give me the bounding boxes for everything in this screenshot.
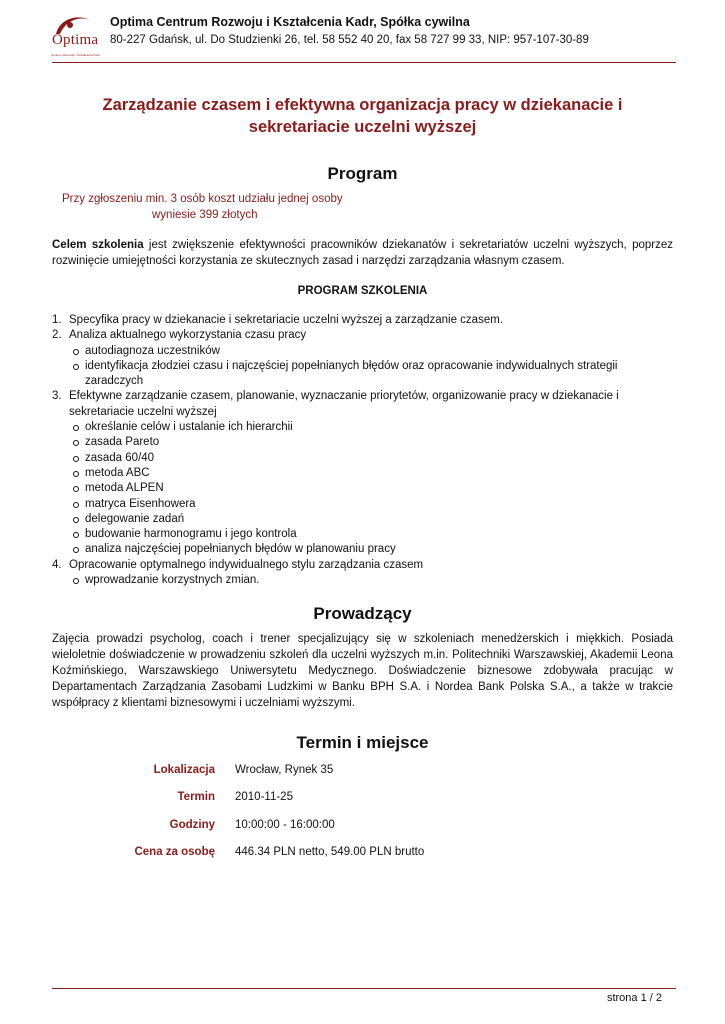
detail-label: Lokalizacja — [153, 764, 215, 776]
program-outline — [52, 313, 673, 588]
bullet-circle-icon — [73, 425, 79, 431]
logo-tagline: Centrum Rozwoju i Kształcenia Kadr — [51, 53, 100, 57]
outline-subitem — [52, 481, 673, 496]
detail-value: 446.34 PLN netto, 549.00 PLN brutto — [235, 845, 425, 858]
detail-row — [52, 819, 673, 846]
footer-divider — [52, 988, 676, 989]
detail-row — [52, 846, 673, 873]
page-header — [50, 12, 675, 64]
subitem-text: metoda ABC — [85, 466, 150, 479]
company-address: 80-227 Gdańsk, ul. Do Studzienki 26, tel. 58 552 40 20, fax 58 727 99 33, NIP: 957-107-30-89 — [110, 34, 589, 46]
termin-heading: Termin i miejsce — [296, 733, 429, 752]
outline-number: 1. — [52, 314, 62, 326]
bullet-circle-icon — [73, 364, 79, 370]
bullet-circle-icon — [73, 578, 79, 584]
program-szkolenia-heading: PROGRAM SZKOLENIA — [297, 285, 428, 297]
bullet-circle-icon — [73, 440, 79, 446]
prowadzacy-text: Zajęcia prowadzi psycholog, coach i trener specjalizujący się w szkoleniach menedżerskich i miękkich. Posiada wieloletnie doświadczenie w prowadzeniu szkoleń dla uczelni wyższych m.in. Politechniki Warszawskiej, Akademii Leona Koźmińskiego, Warszawskiego Uniwersytetu Medycznego. Doświadczenie biznesowe zdobywała pracując w Departamentach Zarządzania Zasobami Ludzkimi w Banku BPH S.A. i Nordea Bank Polska S.A., a także w trakcie współpracy z klientami biznesowymi i uczelniami wyższymi. — [52, 633, 673, 709]
header-divider — [52, 62, 676, 63]
training-goal — [52, 237, 673, 269]
price-note-line-1: Przy zgłoszeniu min. 3 osób koszt udziału jednej osoby — [62, 193, 343, 205]
outline-subitem — [52, 497, 673, 512]
subitem-text: zasada Pareto — [85, 436, 160, 449]
outline-subitem — [52, 359, 673, 390]
logo-text: Optima — [52, 32, 99, 48]
outline-text: Analiza aktualnego wykorzystania czasu pracy — [69, 329, 307, 342]
goal-text: jest zwiększenie efektywności pracowników dziekanatów i sekretariatów uczelni wyższych, poprzez rozwinięcie umiejętności korzystania ze skutecznych zasad i narzędzi zarządzania własnym czasem. — [52, 239, 673, 267]
subitem-text: zasada 60/40 — [85, 451, 155, 464]
outline-number: 3. — [52, 390, 62, 403]
company-name: Optima Centrum Rozwoju i Kształcenia Kadr, Spółka cywilna — [110, 15, 470, 29]
bullet-circle-icon — [73, 547, 79, 553]
details-table — [52, 764, 673, 873]
outline-number: 4. — [52, 558, 62, 571]
prowadzacy-heading: Prowadzący — [313, 604, 412, 623]
subitem-text: metoda ALPEN — [85, 482, 164, 495]
bullet-circle-icon — [73, 349, 79, 355]
detail-value: 2010-11-25 — [235, 791, 293, 804]
subitem-text: matryca Eisenhowera — [85, 497, 196, 510]
detail-label: Godziny — [169, 818, 215, 831]
outline-item — [52, 558, 673, 573]
outline-subitem — [52, 344, 673, 359]
bullet-circle-icon — [73, 517, 79, 523]
outline-subitem — [52, 573, 673, 588]
detail-value: 10:00:00 - 16:00:00 — [235, 818, 335, 831]
document-title: Zarządzanie czasem i efektywna organizacja pracy w dziekanacie i sekretariacie uczelni wyższej — [102, 96, 623, 136]
subitem-text: delegowanie zadań — [85, 512, 185, 525]
outline-subitem — [52, 542, 673, 557]
subitem-text: identyfikacja złodziei czasu i najczęściej popełnianych błędów oraz opracowanie indywidualnych strategii zaradczych — [85, 359, 618, 388]
subitem-text: określanie celów i ustalanie ich hierarchii — [85, 421, 293, 434]
outline-subitem — [52, 512, 673, 527]
subitem-text: analiza najczęściej popełnianych błędów w planowaniu pracy — [85, 543, 396, 556]
detail-label: Termin — [177, 791, 215, 804]
detail-label: Cena za osobę — [134, 845, 215, 858]
bullet-circle-icon — [73, 502, 79, 508]
program-heading: Program — [327, 164, 398, 183]
outline-text: Opracowanie optymalnego indywidualnego stylu zarządzania czasem — [69, 558, 424, 571]
outline-item — [52, 328, 673, 343]
subitem-text: autodiagnoza uczestników — [85, 344, 220, 357]
goal-label: Celem szkolenia — [52, 239, 144, 251]
subitem-text: wprowadzanie korzystnych zmian. — [85, 574, 260, 587]
outline-subitem — [52, 435, 673, 450]
outline-item — [52, 389, 673, 420]
detail-value: Wrocław, Rynek 35 — [235, 764, 334, 776]
outline-subitem — [52, 451, 673, 466]
outline-item — [52, 313, 673, 328]
page-number: strona 1 / 2 — [606, 992, 662, 1004]
bullet-circle-icon — [73, 532, 79, 538]
outline-subitem — [52, 466, 673, 481]
bullet-circle-icon — [73, 486, 79, 492]
outline-text: Specyfika pracy w dziekanacie i sekretariacie uczelni wyższej a zarządzanie czasem. — [69, 314, 503, 326]
outline-subitem — [52, 420, 673, 435]
outline-text: Efektywne zarządzanie czasem, planowanie, wyznaczanie priorytetów, organizowanie pracy w dziekanacie i sekretariacie uczelni wyższej — [69, 390, 619, 418]
detail-row — [52, 764, 673, 791]
subitem-text: budowanie harmonogramu i jego kontrola — [85, 528, 297, 541]
price-note-line-2: wyniesie 399 złotych — [152, 209, 258, 221]
optima-logo — [50, 12, 106, 62]
bullet-circle-icon — [73, 471, 79, 477]
outline-number: 2. — [52, 329, 62, 342]
detail-row — [52, 791, 673, 818]
bullet-circle-icon — [73, 456, 79, 462]
outline-subitem — [52, 527, 673, 542]
